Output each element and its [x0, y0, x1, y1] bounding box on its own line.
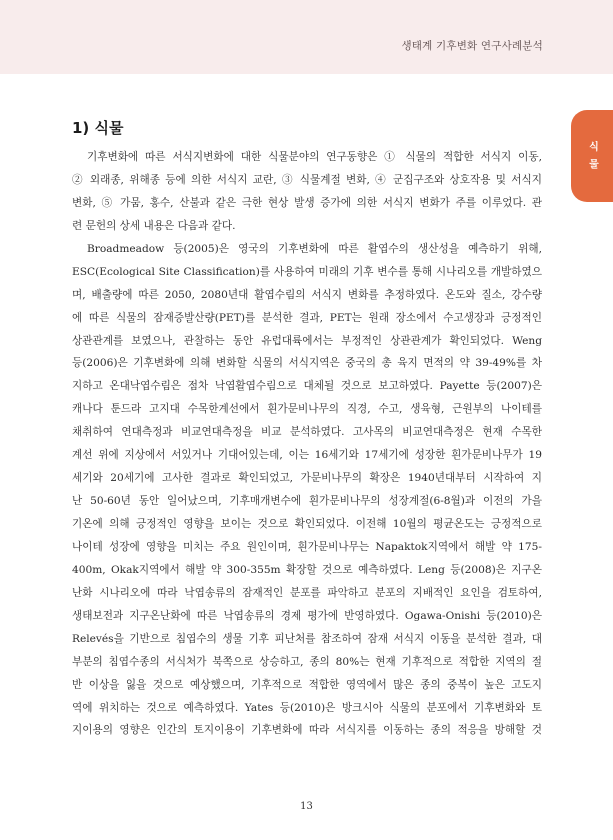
text-line: 며, 배출량에 따른 2050, 2080년대 활엽수림의 서식지 변화를 추정하였다. 온도와 질소, 강수량: [72, 288, 542, 301]
text-line: 지이용의 영향은 인간의 토지이용이 기후변화에 따라 서식지를 이동하는 종의 적응을 방해할 것: [72, 724, 542, 737]
text-line: 역에 위치하는 것으로 예측하였다. Yates 등(2010)은 방크시아 식물의 분포에서 기후변화와 토: [72, 701, 542, 714]
text-line: 나이테 성장에 영향을 미치는 주요 원인이며, 흰가문비나무는 Napaktok지역에서 해발 약 175-: [72, 540, 542, 553]
text-line: 캐나다 툰드라 고지대 수목한계선에서 흰가문비나무의 직경, 수고, 생육형, 근원부의 나이테를: [72, 403, 542, 416]
text-line: Broadmeadow 등(2005)은 영국의 기후변화에 따른 활엽수의 생산성을 예측하기 위해,: [87, 242, 542, 255]
running-header-title: 생태계 기후변화 연구사례분석: [401, 40, 543, 52]
section-title: 1) 식물: [72, 119, 124, 137]
text-line: 부분의 침엽수종의 서식처가 북쪽으로 상승하고, 종의 80%는 현재 기후적으로 적합한 지역의 절: [72, 655, 542, 668]
text-line: ESC(Ecological Site Classification)를 사용하여 미래의 기후 변수를 통해 시나리오를 개발하였으: [72, 265, 542, 278]
text-line: 세기와 20세기에 고사한 결과로 확인되었고, 가문비나무의 확장은 1940년대부터 시작하여 지: [72, 472, 542, 485]
paragraph-1: [72, 146, 542, 238]
text-line: ② 외래종, 위해종 등에 의한 서식지 교란, ③ 식물계절 변화, ④ 군집구조와 상호작용 및 서식지: [72, 173, 542, 186]
text-line: 400m, Okak지역에서 해발 약 300-355m 확장할 것으로 예측하였다. Leng 등(2008)은 지구온: [72, 563, 542, 576]
text-line: 기온에 의해 긍정적인 영향을 보이는 것으로 확인되었다. 이전해 10월의 평균온도는 긍정적으로: [72, 518, 542, 530]
header-band: [0, 0, 613, 74]
text-line: 계선 위에 지상에서 서있거나 기대어있는데, 이는 16세기와 17세기에 성장한 흰가문비나무가 19: [72, 449, 542, 462]
text-line: 등(2006)은 기후변화에 의해 변화할 식물의 서식지역은 중국의 총 육지 면적의 약 39-49%를 차: [72, 357, 542, 370]
paragraph-2: [72, 238, 542, 743]
text-line: 상관관계를 보였으나, 관찰하는 동안 유럽대륙에서는 부정적인 상관관계가 확인되었다. Weng: [72, 334, 542, 347]
page-number: 13: [300, 801, 313, 812]
text-line: 난 50-60년 동안 일어났으며, 기후매개변수에 흰가문비나무의 성장계절(6-8월)과 이전의 가을: [72, 495, 542, 508]
text-line: 에 따른 식물의 잠재증발산량(PET)를 분석한 결과, PET는 원래 장소에서 수고생장과 긍정적인: [72, 311, 542, 324]
body-text: [72, 146, 542, 742]
text-line: 난화 시나리오에 따라 낙엽송류의 잠재적인 분포를 파악하고 분포의 지배적인 요인을 검토하여,: [72, 586, 542, 599]
text-line: 채취하여 연대측정과 비교연대측정을 비교 분석하였다. 고사목의 비교연대측정은 현재 수목한: [72, 426, 542, 439]
section-side-tab: [571, 110, 613, 202]
text-line: 생태보전과 지구온난화에 따른 낙엽송류의 경제 평가에 반영하였다. Ogawa-Onishi 등(2010)은: [72, 609, 542, 622]
text-line: 기후변화에 따른 서식지변화에 대한 식물분야의 연구동향은 ① 식물의 적합한 서식지 이동,: [87, 151, 542, 163]
side-tab-label: 식 물: [586, 141, 598, 171]
text-line: 련 문헌의 상세 내용은 다음과 같다.: [72, 219, 236, 232]
text-line: 반 이상을 잃을 것으로 예상했으며, 기후적으로 적합한 영역에서 많은 종의 중복이 높은 고도지: [72, 678, 542, 691]
text-line: 변화, ⑤ 가뭄, 홍수, 산불과 같은 극한 현상 발생 증가에 의한 서식지 변화가 주를 이루었다. 관: [72, 196, 542, 209]
text-line: Relevés을 기반으로 침엽수의 생물 기후 피난처를 참조하여 잠재 서식지 이동을 분석한 결과, 대: [72, 632, 542, 645]
text-line: 지하고 온대낙엽수림은 점차 낙엽활엽수림으로 대체될 것으로 보고하였다. Payette 등(2007)은: [72, 380, 542, 393]
